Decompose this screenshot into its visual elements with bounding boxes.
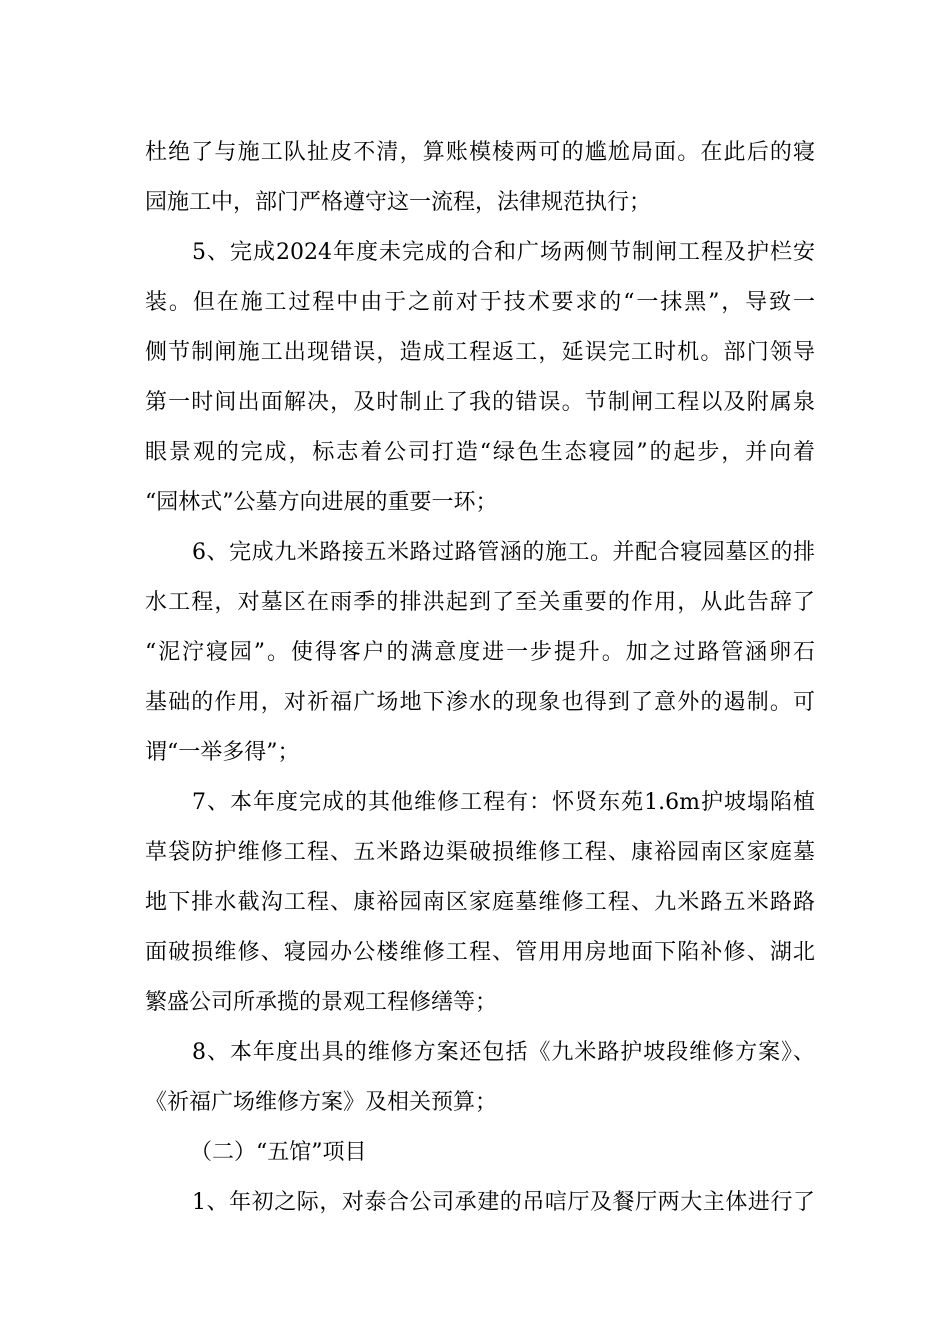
section-heading: （二）“五馆”项目 [190,1140,367,1165]
text-line: 园施工中，部门严格遵守这一流程，法律规范执行； [145,190,652,215]
paragraph-8-start: 8、本年度出具的维修方案还包括《九米路护坡段维修方案》、 [192,1040,815,1065]
text-line: 杜绝了与施工队扯皮不清，算账模棱两可的尴尬局面。在此后的寝 [145,140,815,165]
text-line: 第一时间出面解决，及时制止了我的错误。节制闸工程以及附属泉 [145,390,815,415]
text-line: 装。但在施工过程中由于之前对于技术要求的“一抹黑”，导致一 [145,290,815,315]
text-line: 水工程，对墓区在雨季的排洪起到了至关重要的作用，从此告辞了 [145,590,815,615]
paragraph-1-start: 1、年初之际，对泰合公司承建的吊唁厅及餐厅两大主体进行了 [192,1190,815,1215]
text-line: 《祈福广场维修方案》及相关预算； [145,1090,498,1115]
text-line: “园林式”公墓方向进展的重要一环； [145,490,498,515]
text-line: 面破损维修、寝园办公楼维修工程、管用用房地面下陷补修、湖北 [145,940,815,965]
paragraph-5-start: 5、完成2024年度未完成的合和广场两侧节制闸工程及护栏安 [192,240,815,265]
text-line: 繁盛公司所承揽的景观工程修缮等； [145,990,498,1015]
text-line: 眼景观的完成，标志着公司打造“绿色生态寝园”的起步，并向着 [145,440,815,465]
paragraph-7-start: 7、本年度完成的其他维修工程有：怀贤东苑1.6m护坡塌陷植 [192,790,815,815]
text-line: 谓“一举多得”； [145,740,300,765]
text-line: 草袋防护维修工程、五米路边渠破损维修工程、康裕园南区家庭墓 [145,840,815,865]
text-line: “泥泞寝园”。使得客户的满意度进一步提升。加之过路管涵卵石 [145,640,815,665]
paragraph-6-start: 6、完成九米路接五米路过路管涵的施工。并配合寝园墓区的排 [192,540,815,565]
text-line: 地下排水截沟工程、康裕园南区家庭墓维修工程、九米路五米路路 [145,890,815,915]
text-line: 基础的作用，对祈福广场地下渗水的现象也得到了意外的遏制。可 [145,690,815,715]
text-line: 侧节制闸施工出现错误，造成工程返工，延误完工时机。部门领导 [145,340,815,365]
